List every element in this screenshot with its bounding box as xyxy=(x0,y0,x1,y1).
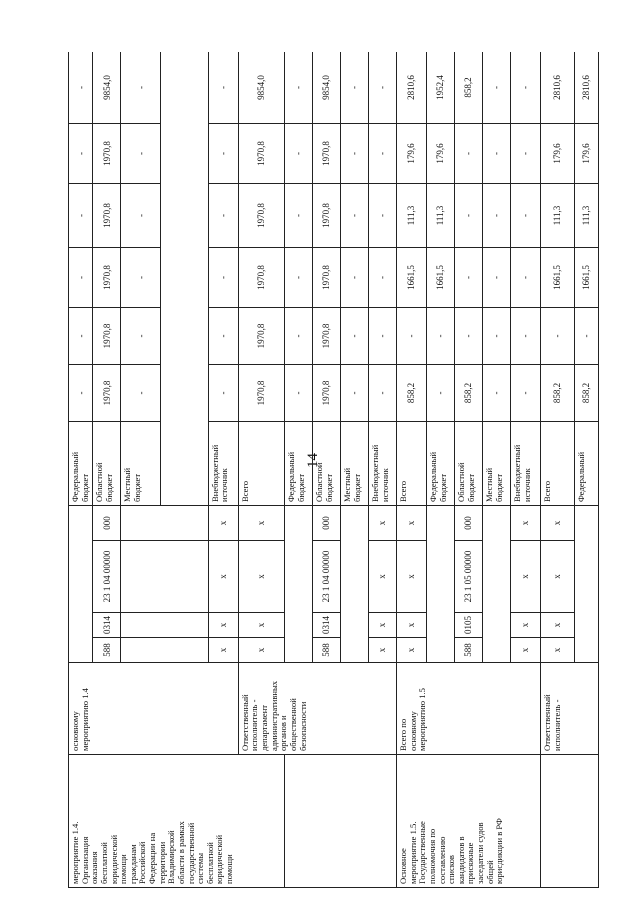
table-cell: 179,6 xyxy=(427,124,455,184)
budget-table-body xyxy=(69,52,599,888)
table-cell xyxy=(121,613,209,638)
table-cell: x xyxy=(541,506,575,541)
table-cell: x xyxy=(369,638,397,663)
table-cell: x xyxy=(397,506,427,541)
table-cell xyxy=(121,638,209,663)
table-cell: x xyxy=(541,638,575,663)
table-cell: x xyxy=(238,506,284,541)
table-cell: - xyxy=(455,248,483,308)
table-cell: основному мероприятию 1.4 xyxy=(69,663,239,755)
table-cell: 23 1 04 00000 xyxy=(93,541,121,613)
table-cell: 111,3 xyxy=(575,184,599,248)
table-cell: 2810,6 xyxy=(575,52,599,124)
table-cell: Областной бюджет xyxy=(93,422,121,506)
table-cell: 1970,8 xyxy=(313,365,341,422)
table-cell: - xyxy=(341,308,369,365)
table-cell: x xyxy=(511,613,541,638)
table-cell: 1970,8 xyxy=(93,248,121,308)
table-cell: - xyxy=(483,308,511,365)
table-cell: - xyxy=(541,308,575,365)
table-row xyxy=(285,52,313,888)
table-cell: x xyxy=(208,638,238,663)
table-cell: - xyxy=(285,365,313,422)
table-cell: - xyxy=(285,124,313,184)
table-cell xyxy=(541,755,599,888)
table-cell: - xyxy=(341,124,369,184)
table-cell: - xyxy=(455,308,483,365)
table-cell: Федеральный бюджет xyxy=(427,422,455,506)
table-cell: - xyxy=(483,248,511,308)
table-cell: 111,3 xyxy=(427,184,455,248)
table-cell: - xyxy=(511,248,541,308)
table-cell: x xyxy=(369,541,397,613)
table-cell xyxy=(121,541,209,613)
table-cell: 1970,8 xyxy=(238,124,284,184)
table-cell: 1661,5 xyxy=(427,248,455,308)
table-cell: Ответственный исполнитель - департамент административных органов и общественной безопасности xyxy=(238,663,396,755)
table-cell: - xyxy=(483,52,511,124)
table-cell: Всего xyxy=(541,422,575,506)
table-cell: - xyxy=(575,308,599,365)
table-cell: - xyxy=(208,308,238,365)
table-cell xyxy=(285,755,397,888)
table-cell: 000 xyxy=(455,506,483,541)
table-cell: - xyxy=(208,184,238,248)
table-cell: 1661,5 xyxy=(541,248,575,308)
table-cell: - xyxy=(397,308,427,365)
table-cell: 1952,4 xyxy=(427,52,455,124)
table-cell: x xyxy=(369,506,397,541)
table-cell: - xyxy=(69,124,93,184)
table-cell: 1970,8 xyxy=(238,248,284,308)
table-cell: - xyxy=(69,52,93,124)
table-cell: - xyxy=(483,365,511,422)
table-cell: - xyxy=(369,365,397,422)
table-cell: x xyxy=(208,506,238,541)
table-cell: 1970,8 xyxy=(93,365,121,422)
table-cell: 588 xyxy=(313,638,341,663)
table-cell: - xyxy=(208,124,238,184)
table-cell: 588 xyxy=(93,638,121,663)
table-cell: - xyxy=(483,184,511,248)
table-cell: Местный бюджет xyxy=(483,422,511,506)
table-cell: 9854,0 xyxy=(313,52,341,124)
table-cell: x xyxy=(541,541,575,613)
table-cell: x xyxy=(238,638,284,663)
table-cell: 111,3 xyxy=(541,184,575,248)
table-cell: x xyxy=(208,613,238,638)
table-cell: - xyxy=(427,365,455,422)
table-cell: Всего xyxy=(397,422,427,506)
table-cell: - xyxy=(511,308,541,365)
table-cell: Внебюджетный источник xyxy=(369,422,397,506)
table-cell: 1970,8 xyxy=(238,365,284,422)
table-cell: Областной бюджет xyxy=(455,422,483,506)
table-row xyxy=(397,52,427,888)
table-cell: 1970,8 xyxy=(313,308,341,365)
page-number: 14 xyxy=(305,453,321,468)
table-cell: - xyxy=(121,52,161,124)
table-cell: x xyxy=(208,541,238,613)
table-cell: - xyxy=(369,52,397,124)
table-cell: - xyxy=(208,52,238,124)
table-cell: - xyxy=(69,248,93,308)
table-cell: - xyxy=(69,365,93,422)
table-cell: - xyxy=(285,184,313,248)
table-cell: 000 xyxy=(313,506,341,541)
table-cell: мероприятие 1.4. Организация оказания бесплатной юридической помощи гражданам Российской Федерации на территории Владимирской области в рамках государственной системы бесплатной юридической помощи xyxy=(69,755,285,888)
table-cell: 1661,5 xyxy=(397,248,427,308)
table-cell: 858,2 xyxy=(455,365,483,422)
table-cell: Внебюджетный источник xyxy=(208,422,238,506)
table-cell: Федеральный xyxy=(575,422,599,506)
table-cell: - xyxy=(208,248,238,308)
table-row xyxy=(541,52,575,888)
table-cell: x xyxy=(397,638,427,663)
table-cell: - xyxy=(369,308,397,365)
table-cell: x xyxy=(511,638,541,663)
table-cell: - xyxy=(369,124,397,184)
table-cell: - xyxy=(341,365,369,422)
table-cell: - xyxy=(285,52,313,124)
table-cell: 858,2 xyxy=(455,52,483,124)
table-cell: 858,2 xyxy=(397,365,427,422)
table-cell: - xyxy=(341,248,369,308)
table-cell: - xyxy=(455,124,483,184)
table-cell: x xyxy=(397,613,427,638)
table-cell: 1970,8 xyxy=(238,184,284,248)
table-cell: Всего xyxy=(238,422,284,506)
table-cell: Местный бюджет xyxy=(121,422,161,506)
table-cell: 2810,6 xyxy=(541,52,575,124)
table-cell: 588 xyxy=(455,638,483,663)
table-cell: 1970,8 xyxy=(93,184,121,248)
table-cell xyxy=(341,506,369,663)
table-cell: 1661,5 xyxy=(575,248,599,308)
table-cell: x xyxy=(238,613,284,638)
table-cell xyxy=(121,506,209,541)
table-cell: - xyxy=(121,184,161,248)
table-cell: Местный бюджет xyxy=(341,422,369,506)
table-cell: Ответственный исполнитель - xyxy=(541,663,599,755)
table-cell: 0105 xyxy=(455,613,483,638)
table-cell: - xyxy=(369,184,397,248)
table-row xyxy=(69,52,93,888)
table-cell: 179,6 xyxy=(575,124,599,184)
table-cell xyxy=(483,506,511,663)
table-cell: - xyxy=(121,308,161,365)
table-cell: - xyxy=(121,248,161,308)
table-cell: 9854,0 xyxy=(238,52,284,124)
table-cell: 0314 xyxy=(93,613,121,638)
table-cell xyxy=(69,506,93,663)
table-cell: - xyxy=(121,124,161,184)
table-cell: Федеральный бюджет xyxy=(69,422,93,506)
table-cell: x xyxy=(541,613,575,638)
table-cell xyxy=(285,506,313,663)
table-cell: x xyxy=(238,541,284,613)
table-cell: - xyxy=(511,124,541,184)
rotated-table-container xyxy=(68,52,599,888)
table-cell: - xyxy=(69,184,93,248)
table-cell: 23 1 04 00000 xyxy=(313,541,341,613)
rotated-table-sheet xyxy=(68,52,599,888)
table-cell: 1970,8 xyxy=(313,124,341,184)
table-cell: - xyxy=(285,308,313,365)
table-cell xyxy=(427,506,455,663)
table-cell: - xyxy=(511,52,541,124)
table-cell: 0314 xyxy=(313,613,341,638)
table-cell: - xyxy=(285,248,313,308)
table-cell: 9854,0 xyxy=(93,52,121,124)
table-cell: - xyxy=(427,308,455,365)
table-cell: x xyxy=(369,613,397,638)
table-cell: - xyxy=(511,365,541,422)
table-cell: - xyxy=(208,365,238,422)
table-cell: 000 xyxy=(93,506,121,541)
table-cell: 858,2 xyxy=(575,365,599,422)
table-cell: - xyxy=(369,248,397,308)
table-cell: 1970,8 xyxy=(313,184,341,248)
table-cell: 111,3 xyxy=(397,184,427,248)
table-cell xyxy=(575,506,599,663)
table-cell: x xyxy=(511,506,541,541)
table-cell: 1970,8 xyxy=(238,308,284,365)
budget-table xyxy=(68,52,599,888)
table-cell: x xyxy=(397,541,427,613)
table-cell: Внебюджетный источник xyxy=(511,422,541,506)
table-cell: 858,2 xyxy=(541,365,575,422)
table-cell: 1970,8 xyxy=(313,248,341,308)
table-cell: 2810,6 xyxy=(397,52,427,124)
table-cell: 179,6 xyxy=(397,124,427,184)
table-cell: Федеральный бюджет xyxy=(285,422,313,506)
table-cell: 1970,8 xyxy=(93,308,121,365)
table-cell: x xyxy=(511,541,541,613)
table-cell: Областной бюджет xyxy=(313,422,341,506)
table-cell: - xyxy=(483,124,511,184)
table-cell: 1970,8 xyxy=(93,124,121,184)
table-cell: 179,6 xyxy=(541,124,575,184)
table-cell: - xyxy=(69,308,93,365)
table-cell: - xyxy=(455,184,483,248)
table-cell: Основное мероприятие 1.5. Государственные полномочия по составлению списков кандидатов в присяжные заседатели судов общей юрисдикции в РФ xyxy=(397,755,541,888)
table-cell: - xyxy=(341,184,369,248)
table-cell: 23 1 05 00000 xyxy=(455,541,483,613)
table-cell: Всего по основному мероприятию 1.5 xyxy=(397,663,541,755)
table-cell: - xyxy=(341,52,369,124)
table-cell: - xyxy=(511,184,541,248)
table-cell: - xyxy=(121,365,161,422)
